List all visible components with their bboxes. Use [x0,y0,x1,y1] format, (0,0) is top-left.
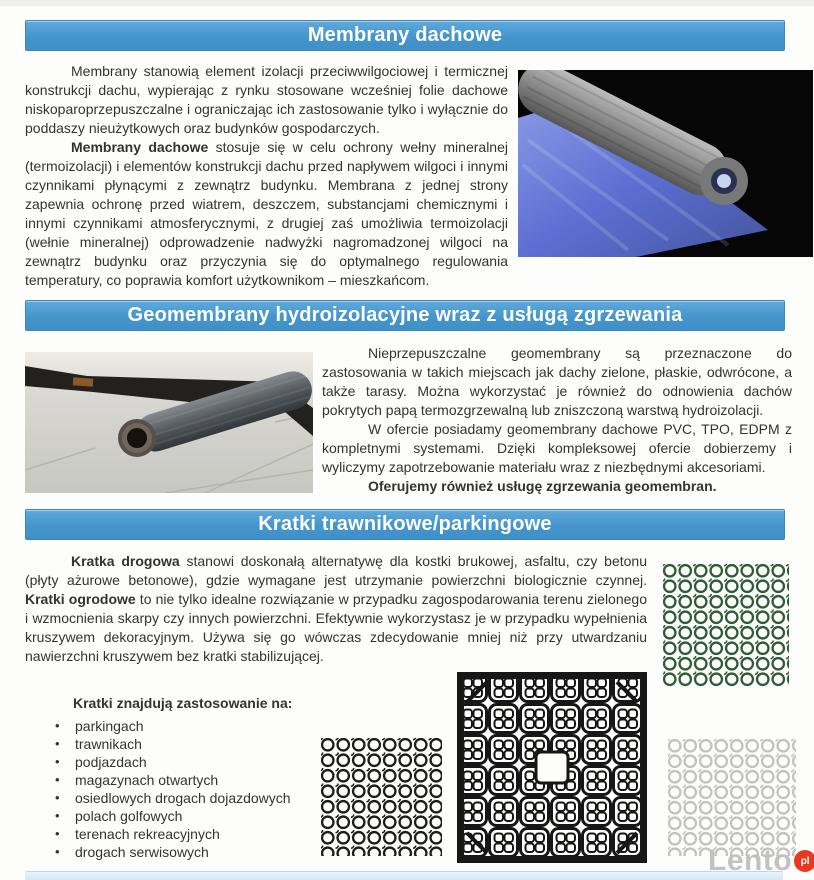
paragraph [322,344,792,420]
paragraph-text: Membrany stanowią element izolacji przeciwwilgociowej i termicznej konstrukcji dachu, wypierając z rynku stosowane wcześniej folie dachowe niskoparoprzepuszczalne i ograniczając ich zastosowanie tylko i wyłącznie do poddaszy nieużytkowych oraz budynków gospodarczych. [25,63,508,136]
gray-lawn-grid-image [667,738,797,857]
list-item: • drogach serwisowych [25,843,325,861]
lento-pl-bubble-text: pl [800,855,810,867]
list-item: • osiedlowych drogach dojazdowych [25,789,325,807]
list-item: • magazynach otwartych [25,771,325,789]
page-top-edge [0,0,814,6]
paragraph-text: stosuje się w celu ochrony wełny mineralnej (termoizolacji) i elementów konstrukcji dachu przed napływem wilgoci i innymi czynnikami płynącymi z zewnątrz budynku. Membrana z jednej strony zapewnia ochronę przed wiatrem, deszczem, substancjami chemicznymi i innymi czynnikami atmosferycznymi, z drugiej zaś umożliwia termoizolacji (wełnie mineralnej) odprowadzenie nadwyżki nagromadzonej wilgoci na zewnątrz budynku oraz przyczynia się do optymalnego regulowania temperatury, co poprawia komfort użytkownikom – mieszkańcom. [25,139,508,288]
section-header-geomembrany [25,300,785,331]
black-lawn-grid-image [320,737,443,857]
paragraph-bold-inline: Kratki ogrodowe [25,591,136,607]
green-lawn-grid-image [662,563,790,688]
section-geomembrany-text [322,344,792,496]
paragraph-text: to nie tylko idealne rozwiązanie w przypadku zagospodarowania terenu zielonego i wzmocnienia skarpy czy innych powierzchni. Efektywnie wykorzystasz je w przypadku wypełnienia kruszywem dekoracyjnym. Używa się go wówczas zdecydowanie mniej niż przy utwardzaniu nawierzchni kruszywem bez kratki stabilizującej. [25,591,647,664]
paragraph-bold-text: Oferujemy również usługę zgrzewania geomembran. [368,478,717,494]
paragraph-text: Nieprzepuszczalne geomembrany są przeznaczone do zastosowania w takich miejscach jak dachy zielone, płaskie, odwrócone, a także tarasy. Można wykorzystać je również do odnowienia dachów pokrytych papą termozgrzewalną lub zniszczoną warstwą hydroizolacji. [322,345,792,418]
lattice-center-hole [536,752,568,783]
section-title: Kratki trawnikowe/parkingowe [258,513,552,535]
list-item: • trawnikach [25,735,325,753]
roll-core-center [717,174,731,188]
applications-list-heading: Kratki znajdują zastosowanie na: [73,695,293,711]
paragraph [322,477,792,496]
paragraph-text: W ofercie posiadamy geomembrany dachowe PVC, TPO, EDPM z kompletnymi systemami. Dzięki kompleksowej ofercie dobierzemy i wyliczymy zapotrzebowanie materiału wraz z niezbędnymi akcesoriami. [322,421,792,475]
roof-membrane-roll-photo [518,70,813,257]
paragraph-bold-lead: Kratka drogowa [71,553,180,569]
section-header-membrany-dachowe [25,20,785,51]
paragraph [25,552,647,666]
paragraph-bold-lead: Membrany dachowe [71,139,209,155]
lento-watermark-text: Lento [708,844,793,877]
list-item: • parkingach [25,717,325,735]
next-section-bar-sliver [25,871,783,880]
lento-watermark [708,844,814,878]
list-item: • polach golfowych [25,807,325,825]
applications-list-items [25,717,325,861]
section-title: Geomembrany hydroizolacyjne wraz z usługą zgrzewania [127,304,683,326]
geomembrane-roll-on-roof-photo [25,352,313,493]
applications-list [25,694,325,861]
section-kratki-text [25,552,647,666]
section-membrany-text [25,62,508,290]
paragraph [322,420,792,477]
paragraph [25,138,508,290]
list-item: • podjazdach [25,753,325,771]
lento-pl-bubble-icon [794,850,814,872]
section-title: Membrany dachowe [307,24,503,46]
paragraph [25,62,508,138]
section-header-kratki [25,509,785,540]
wood-batten-left [73,377,94,386]
black-paver-lattice-image [457,672,647,863]
roll-core-hole [127,428,147,448]
paragraph-text: stanowi doskonałą alternatywę dla kostki brukowej, asfaltu, czy betonu (płyty ażurowe betonowe), gdzie wymagane jest utrzymanie powierzchni biologicznie czynnej. [25,553,647,588]
list-item: • terenach rekreacyjnych [25,825,325,843]
